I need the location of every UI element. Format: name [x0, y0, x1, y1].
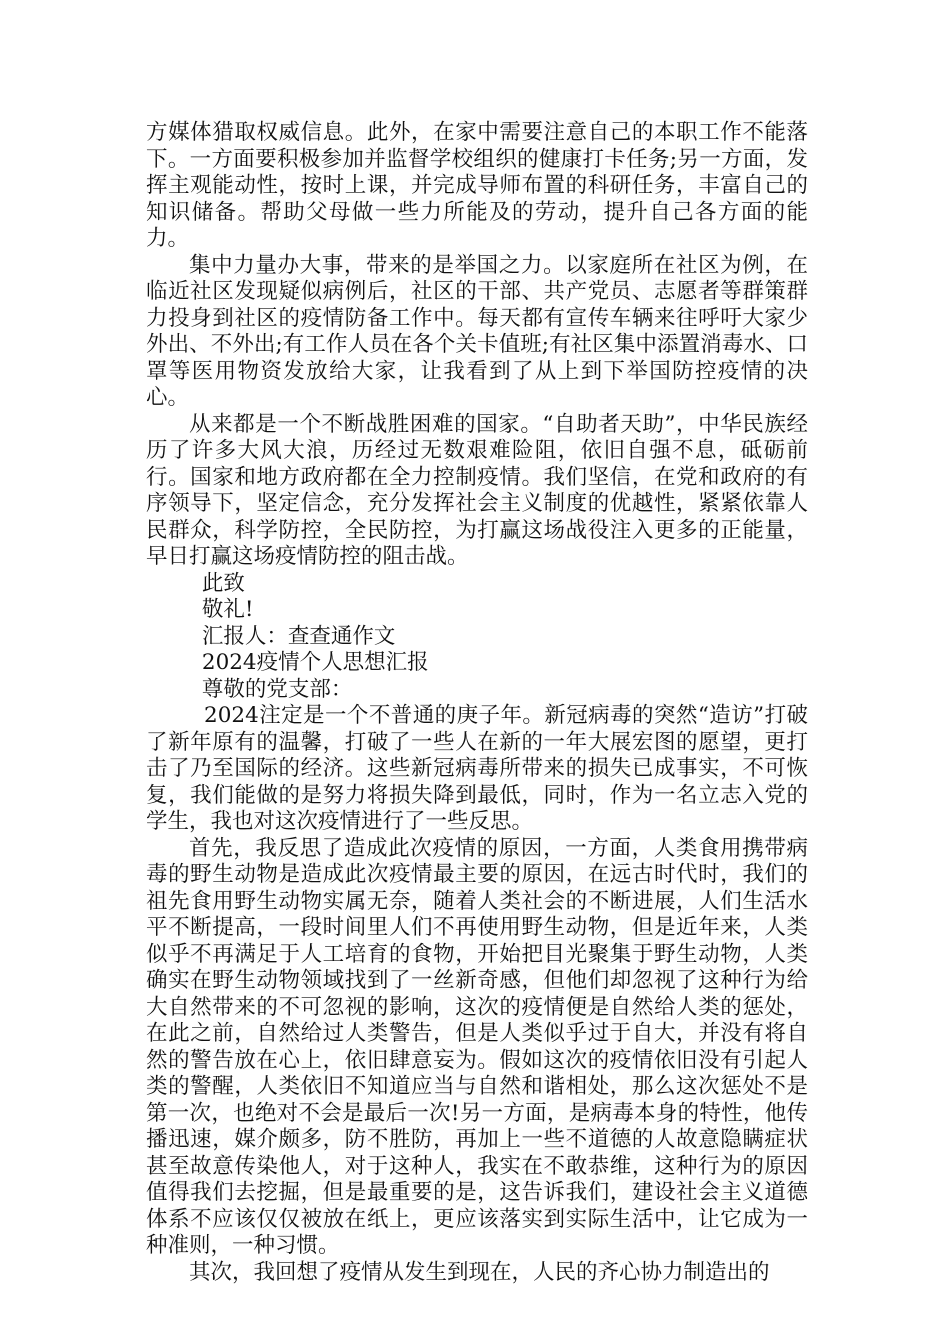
report-greeting: 尊敬的党支部：: [201, 676, 353, 702]
paragraph-intro: 2024注定是一个不普通的庚子年。新冠病毒的突然“造访”打破了新年原有的温馨，打破了一些人在新的一年大展宏图的愿望，更打击了乃至国际的经济。这些新冠病毒所带来的损失已成事实，不可恢复，我们能做的是努力将损失降到最低，同时，作为一名立志入党的学生，我也对这次疫情进行了一些反思。: [146, 703, 808, 834]
paragraph-national-spirit: 从来都是一个不断战胜困难的国家。“自助者天助”，中华民族经历了许多大风大浪，历经过无数艰难险阻，依旧自强不息，砥砺前行。国家和地方政府都在全力控制疫情。我们坚信，在党和政府的有序领导下，坚定信念，充分发挥社会主义制度的优越性，紧紧依靠人民群众，科学防控，全民防控，为打赢这场战役注入更多的正能量，早日打赢这场疫情防控的阻击战。: [146, 411, 808, 569]
document-page: [146, 120, 808, 1286]
paragraph-continuation: 方媒体猎取权威信息。此外，在家中需要注意自己的本职工作不能落下。一方面要积极参加并监督学校组织的健康打卡任务;另一方面，发挥主观能动性，按时上课，并完成导师布置的科研任务，丰富自己的知识储备。帮助父母做一些力所能及的劳动，提升自己各方面的能力。: [146, 120, 808, 251]
closing-salutation: 此致: [201, 570, 245, 596]
paragraph-reflection-causes: 首先，我反思了造成此次疫情的原因，一方面，人类食用携带病毒的野生动物是造成此次疫情最主要的原因，在远古时代时，我们的祖先食用野生动物实属无奈，随着人类社会的不断进展，人们生活水平不断提高，一段时间里人们不再使用野生动物，但是近年来，人类似乎不再满足于人工培育的食物，开始把目光聚集于野生动物，人类确实在野生动物领域找到了一丝新奇感，但他们却忽视了这种行为给大自然带来的不可忽视的影响，这次的疫情便是自然给人类的惩处，在此之前，自然给过人类警告，但是人类似乎过于自大，并没有将自然的警告放在心上，依旧肆意妄为。假如这次的疫情依旧没有引起人类的警醒，人类依旧不知道应当与自然和谐相处，那么这次惩处不是第一次，也绝对不会是最后一次!另一方面，是病毒本身的特性，他传播迅速，媒介颇多，防不胜防，再加上一些不道德的人故意隐瞒症状甚至故意传染他人，对于这种人，我实在不敢恭维，这种行为的原因值得我们去挖掘，但是最重要的是，这告诉我们，建设社会主义道德体系不应该仅仅被放在纸上，更应该落实到实际生活中，让它成为一种准则，一种习惯。: [146, 835, 808, 1258]
report-title: 2024疫情个人思想汇报: [201, 650, 429, 675]
paragraph-reflection-next: 其次，我回想了疫情从发生到现在，人民的齐心协力制造出的: [189, 1259, 770, 1285]
paragraph-community-effort: 集中力量办大事，带来的是举国之力。以家庭所在社区为例，在临近社区发现疑似病例后，社区的干部、共产党员、志愿者等群策群力投身到社区的疫情防备工作中。每天都有宣传车辆来往呼吁大家少外出、不外出;有工作人员在各个关卡值班;有社区集中添置消毒水、口罩等医用物资发放给大家，让我看到了从上到下举国防控疫情的决心。: [146, 252, 808, 410]
closing-regards: 敬礼!: [201, 597, 254, 622]
reporter-signature: 汇报人：查查通作文: [201, 623, 396, 649]
